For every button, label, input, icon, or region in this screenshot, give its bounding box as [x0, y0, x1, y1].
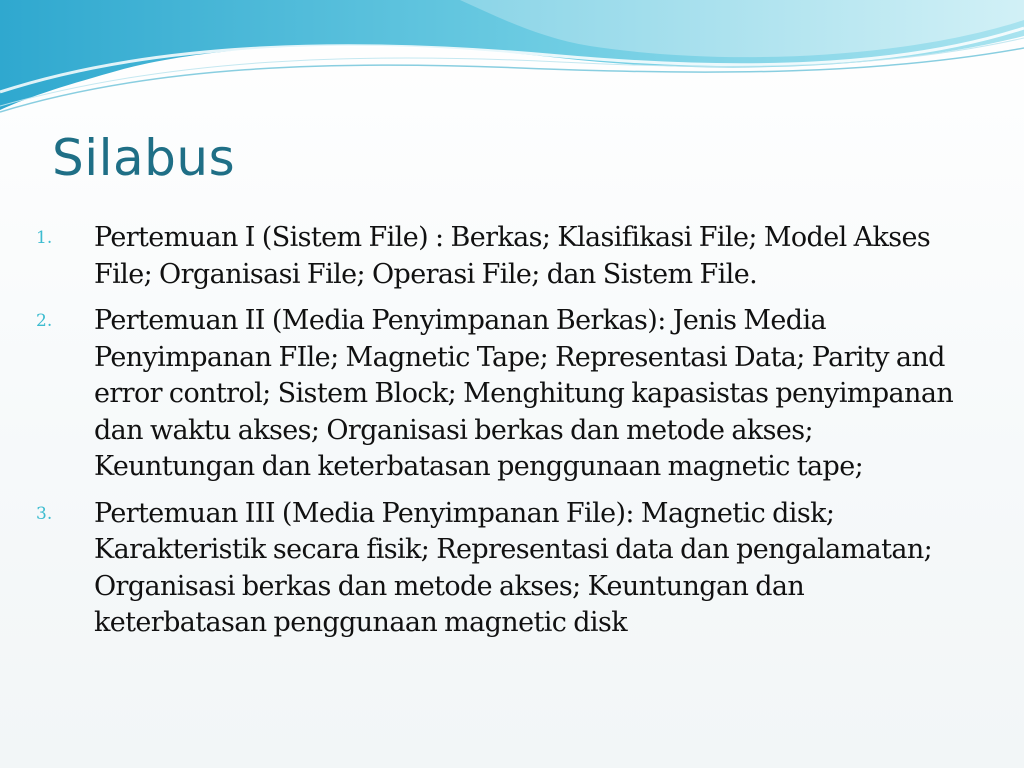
list-item-text: Pertemuan III (Media Penyimpanan File): Magnetic disk; Karakteristik secara fisik; Representasi data dan pengalamatan; Organisasi berkas dan metode akses; Keuntungan dan keterbatasan penggunaan magnetic disk	[94, 497, 933, 638]
list-item	[36, 496, 976, 642]
list-item	[36, 303, 976, 486]
syllabus-list	[36, 220, 976, 652]
list-item	[36, 220, 976, 293]
list-item-number: 2.	[36, 311, 53, 331]
header-wave-decoration	[0, 0, 1024, 130]
slide-title: Silabus	[52, 129, 236, 187]
list-item-number: 3.	[36, 503, 53, 524]
list-item-number: 1.	[36, 228, 53, 248]
list-item-text: Pertemuan I (Sistem File) : Berkas; Klasifikasi File; Model Akses File; Organisasi File; Operasi File; dan Sistem File.	[94, 222, 931, 290]
list-item-text: Pertemuan II (Media Penyimpanan Berkas): Jenis Media Penyimpanan FIle; Magnetic Tape; Representasi Data; Parity and error control; Sistem Block; Menghitung kapasistas penyimpanan dan waktu akses; Organisasi berkas dan metode akses; Keuntungan dan keterbatasan penggunaan magnetic tape;	[94, 305, 954, 482]
